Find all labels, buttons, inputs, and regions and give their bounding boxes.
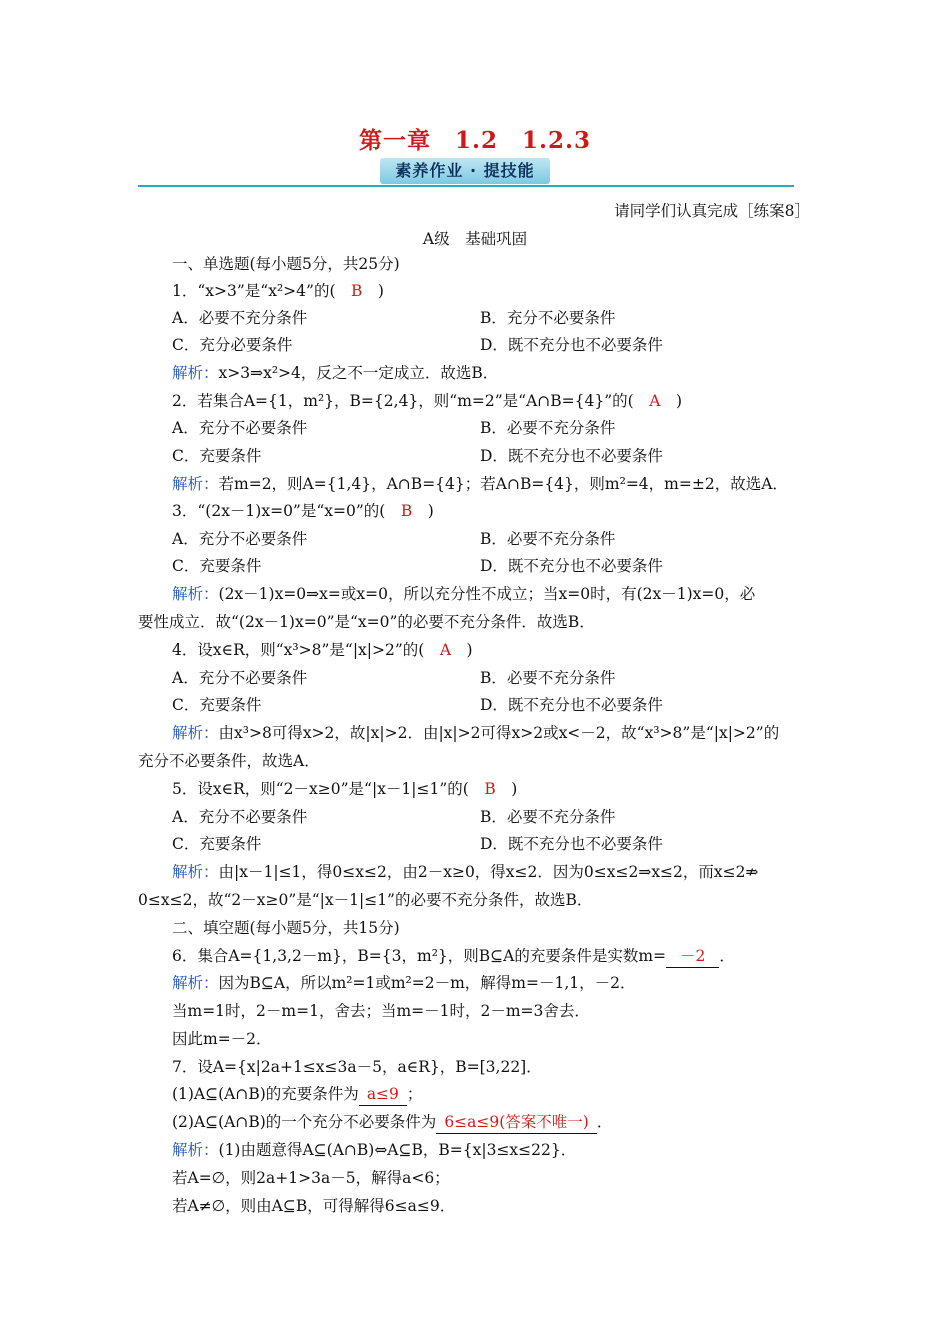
analysis-text: 由x³>8可得x>2，故|x|>2．由|x|>2可得x>2或x<－2，故“x³>8”是“|x|>2”的 bbox=[218, 724, 780, 742]
option-d: D．既不充分也不必要条件 bbox=[480, 696, 663, 714]
sub2-text: (2)A⊆(A∩B)的一个充分不必要条件为 bbox=[172, 1113, 437, 1131]
question-6-analysis-line3: 因此m=－2． bbox=[172, 1030, 272, 1048]
analysis-label: 解析： bbox=[172, 1141, 219, 1159]
option-a: A．充分不必要条件 bbox=[172, 530, 308, 548]
question-4-analysis bbox=[172, 722, 779, 744]
stem-close: ) bbox=[660, 392, 682, 410]
stem-text: 1．“x>3”是“x²>4”的( bbox=[172, 282, 351, 300]
chapter-title: 第一章 1.2 1.2.3 bbox=[358, 127, 592, 154]
question-3-analysis bbox=[172, 583, 755, 605]
option-b: B．必要不充分条件 bbox=[480, 419, 616, 437]
option-c: C．充要条件 bbox=[172, 447, 262, 465]
analysis-text: (2x－1)x=0⇒x=或x=0，所以充分性不成立；当x=0时，有(2x－1)x=0，必 bbox=[218, 585, 756, 603]
answer: B bbox=[400, 502, 413, 520]
option-a: A．充分不必要条件 bbox=[172, 808, 308, 826]
stem-close: ) bbox=[412, 502, 434, 520]
analysis-text: 因为B⊆A，所以m²=1或m²=2－m，解得m=－1,1，－2． bbox=[218, 974, 636, 992]
option-b: B．必要不充分条件 bbox=[480, 808, 616, 826]
question-2-analysis bbox=[172, 473, 788, 495]
sub2-close: ． bbox=[596, 1113, 613, 1131]
analysis-label: 解析： bbox=[172, 475, 219, 493]
option-c: C．充要条件 bbox=[172, 557, 262, 575]
analysis-label: 解析： bbox=[172, 585, 219, 603]
answer: B bbox=[351, 282, 363, 300]
question-7-sub1 bbox=[172, 1083, 422, 1106]
question-5-analysis bbox=[172, 861, 759, 883]
option-d: D．既不充分也不必要条件 bbox=[480, 835, 663, 853]
section2-heading: 二、填空题(每小题5分，共15分) bbox=[172, 919, 400, 937]
option-a: A．充分不必要条件 bbox=[172, 419, 308, 437]
question-1-analysis bbox=[172, 362, 498, 384]
section-banner: 素养作业 · 提技能 bbox=[380, 158, 550, 184]
analysis-label: 解析： bbox=[172, 724, 219, 742]
question-4-analysis-cont: 充分不必要条件，故选A． bbox=[138, 752, 320, 770]
exercise-note: 请同学们认真完成［练案8］ bbox=[614, 202, 810, 220]
analysis-text: 若m=2，则A={1,4}，A∩B={4}；若A∩B={4}，则m²=4，m=±2，故选A． bbox=[218, 475, 788, 493]
stem-close: ． bbox=[719, 947, 735, 965]
stem-close: ) bbox=[451, 641, 473, 659]
stem-text: 4．设x∈R，则“x³>8”是“|x|>2”的( bbox=[172, 641, 440, 659]
option-d: D．既不充分也不必要条件 bbox=[480, 557, 663, 575]
level-heading: A级 基础巩固 bbox=[422, 230, 528, 248]
question-5-stem bbox=[172, 778, 517, 800]
question-7-analysis-line2: 若A=∅，则2a+1>3a－5，解得a<6； bbox=[172, 1169, 450, 1187]
option-a: A．充分不必要条件 bbox=[172, 669, 308, 687]
question-3-analysis-cont: 要性成立．故“(2x－1)x=0”是“x=0”的必要不充分条件．故选B． bbox=[138, 613, 595, 631]
option-b: B．必要不充分条件 bbox=[480, 530, 616, 548]
answer-blank: －2 bbox=[666, 945, 719, 968]
analysis-label: 解析： bbox=[172, 364, 219, 382]
answer: A bbox=[649, 392, 661, 410]
option-b: B．充分不必要条件 bbox=[480, 309, 616, 327]
analysis-text: (1)由题意得A⊆(A∩B)⇔A⊆B，B={x|3≤x≤22}． bbox=[218, 1141, 577, 1159]
option-d: D．既不充分也不必要条件 bbox=[480, 447, 663, 465]
section1-heading: 一、单选题(每小题5分，共25分) bbox=[172, 255, 400, 273]
question-7-analysis-line3: 若A≠∅，则由A⊆B，可得解得6≤a≤9． bbox=[172, 1197, 456, 1215]
question-6-stem bbox=[172, 945, 735, 968]
option-a: A．必要不充分条件 bbox=[172, 309, 308, 327]
analysis-text: 由|x－1|≤1，得0≤x≤2，由2－x≥0，得x≤2．因为0≤x≤2⇒x≤2，而x≤2⇏ bbox=[218, 863, 759, 881]
analysis-label: 解析： bbox=[172, 974, 219, 992]
answer: A bbox=[439, 641, 452, 659]
question-6-analysis bbox=[172, 972, 636, 994]
option-c: C．充要条件 bbox=[172, 696, 262, 714]
stem-close: ) bbox=[495, 780, 518, 798]
answer-blank: a≤9 bbox=[359, 1083, 407, 1106]
stem-close: ) bbox=[362, 282, 384, 300]
question-7-analysis bbox=[172, 1139, 576, 1161]
analysis-label: 解析： bbox=[172, 863, 219, 881]
question-3-stem bbox=[172, 500, 434, 522]
option-b: B．必要不充分条件 bbox=[480, 669, 616, 687]
option-c: C．充要条件 bbox=[172, 835, 262, 853]
question-6-analysis-line2: 当m=1时，2－m=1，舍去；当m=－1时，2－m=3舍去． bbox=[172, 1002, 590, 1020]
stem-text: 5．设x∈R，则“2－x≥0”是“|x－1|≤1”的( bbox=[172, 780, 485, 798]
stem-text: 6．集合A={1,3,2－m}，B={3，m²}，则B⊆A的充要条件是实数m= bbox=[172, 947, 667, 965]
question-4-stem bbox=[172, 639, 473, 661]
sub1-close: ； bbox=[406, 1085, 423, 1103]
analysis-text: x>3⇒x²>4，反之不一定成立．故选B． bbox=[218, 364, 499, 382]
sub1-text: (1)A⊆(A∩B)的充要条件为 bbox=[172, 1085, 359, 1103]
question-2-stem bbox=[172, 390, 682, 412]
answer: B bbox=[484, 780, 496, 798]
stem-text: 3．“(2x－1)x=0”是“x=0”的( bbox=[172, 502, 401, 520]
option-d: D．既不充分也不必要条件 bbox=[480, 336, 663, 354]
option-c: C．充分必要条件 bbox=[172, 336, 293, 354]
banner-divider bbox=[138, 185, 794, 187]
stem-text: 2．若集合A={1，m²}，B={2,4}，则“m=2”是“A∩B={4}”的( bbox=[172, 392, 650, 410]
answer-blank: 6≤a≤9(答案不唯一) bbox=[436, 1111, 597, 1134]
question-1-stem bbox=[172, 280, 384, 302]
question-7-stem: 7．设A={x|2a+1≤x≤3a－5，a∈R}，B=[3,22]． bbox=[172, 1058, 542, 1076]
question-5-analysis-cont: 0≤x≤2，故“2－x≥0”是“|x－1|≤1”的必要不充分条件，故选B． bbox=[138, 891, 593, 909]
question-7-sub2 bbox=[172, 1111, 612, 1134]
